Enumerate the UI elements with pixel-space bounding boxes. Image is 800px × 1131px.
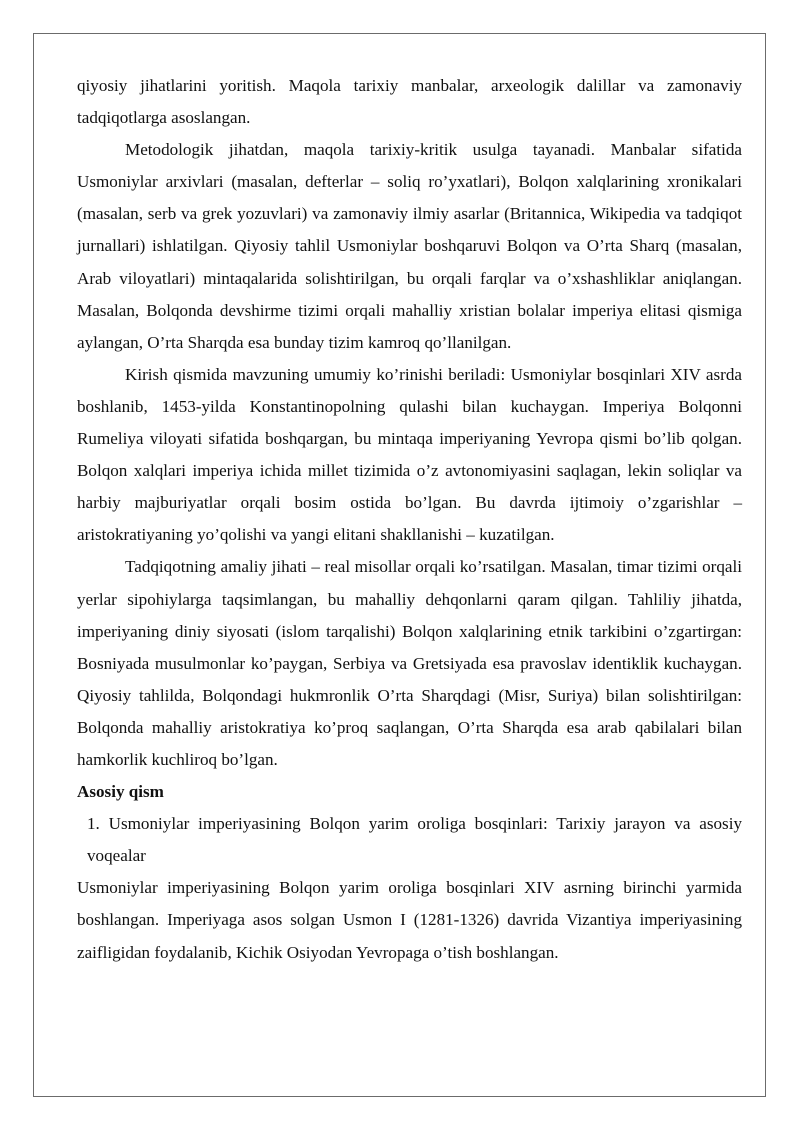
document-body <box>77 70 742 969</box>
paragraph-main-text: Usmoniylar imperiyasining Bolqon yarim oroliga bosqinlari XIV asrning birinchi yarmida boshlangan. Imperiyaga asos solgan Usmon I (1281-1326) davrida Vizantiya imperiyasining zaifligidan foydalanib, Kichik Osiyodan Yevropaga o’tish boshlangan. <box>77 878 742 962</box>
paragraph-methodology: Metodologik jihatdan, maqola tarixiy-kritik usulga tayanadi. Manbalar sifatida Usmoniylar arxivlari (masalan, defterlar – soliq ro’yxatlari), Bolqon xalqlarining xronikalari (masalan, serb va grek yozuvlari) va zamonaviy ilmiy asarlar (Britannica, Wikipedia va tadqiqot jurnallari) ishlatilgan. Qiyosiy tahlil Usmoniylar boshqaruvi Bolqon va O’rta Sharq (masalan, Arab viloyatlari) mintaqalarida solishtirilgan, bu orqali farqlar va o’xshashliklar aniqlangan. Masalan, Bolqonda devshirme tizimi orqali mahalliy xristian bolalar imperiya elitasi qismiga aylangan, O’rta Sharqda esa bunday tizim kamroq qo’llanilgan. <box>77 140 742 352</box>
paragraph-practical-aspect: Tadqiqotning amaliy jihati – real misollar orqali ko’rsatilgan. Masalan, timar tizimi orqali yerlar sipohiylarga taqsimlangan, bu mahalliy dehqonlarni qaram qilgan. Tahliliy jihatda, imperiyaning diniy siyosati (islom tarqalishi) Bolqon xalqlarining etnik tarkibini o’zgartirgan: Bosniyada musulmonlar ko’paygan, Serbiya va Gretsiyada esa pravoslav identiklik kuchaygan. Qiyosiy tahlilda, Bolqondagi hukmronlik O’rta Sharqdagi (Misr, Suriya) bilan solishtirilgan: Bolqonda mahalliy aristokratiya ko’proq saqlangan, O’rta Sharqda esa arab qabilalari bilan hamkorlik kuchliroq bo’lgan. <box>77 557 742 769</box>
section-heading: Asosiy qism <box>77 782 164 802</box>
paragraph-introduction: Kirish qismida mavzuning umumiy ko’rinishi beriladi: Usmoniylar bosqinlari XIV asrda boshlanib, 1453-yilda Konstantinopolning qulashi bilan kuchaygan. Imperiya Bolqonni Rumeliya viloyati sifatida boshqargan, bu mintaqa imperiyaning Yevropa qismi bo’lib qolgan. Bolqon xalqlari imperiya ichida millet tizimida o’z avtonomiyasini saqlagan, lekin soliqlar va harbiy majburiyatlar orqali bosim ostida bo’lgan. Bu davrda ijtimoiy o’zgarishlar – aristokratiyaning yo’qolishi va yangi elitani shakllanishi – kuzatilgan. <box>77 364 742 545</box>
subsection-heading: 1. Usmoniylar imperiyasining Bolqon yarim oroliga bosqinlari: Tarixiy jarayon va asosiy voqealar <box>87 814 742 866</box>
paragraph-continuation: qiyosiy jihatlarini yoritish. Maqola tarixiy manbalar, arxeologik dalillar va zamonaviy tadqiqotlarga asoslangan. <box>77 76 742 128</box>
